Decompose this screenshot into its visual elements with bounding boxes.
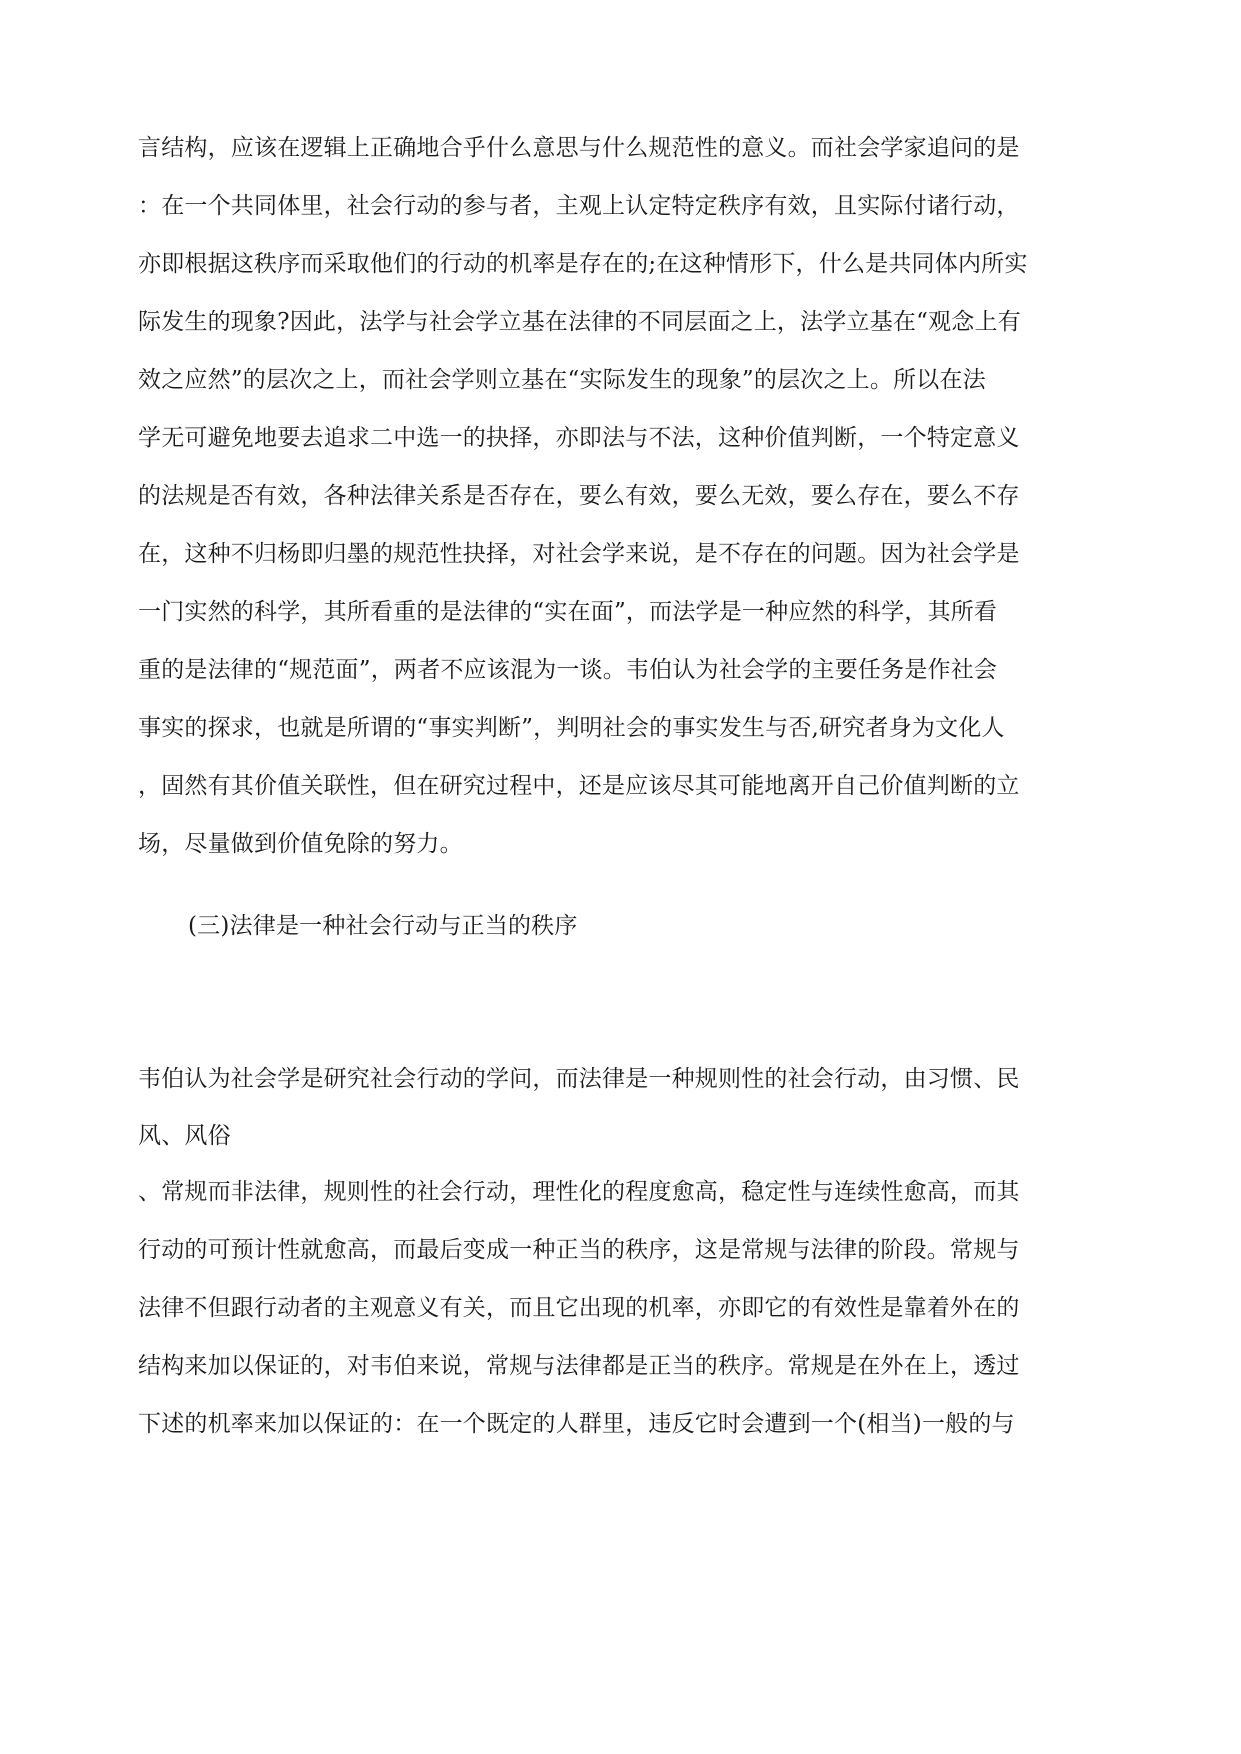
text-line: 结构来加以保证的，对韦伯来说，常规与法律都是正当的秩序。常规是在外在上，透过: [138, 1353, 1020, 1379]
text-line: 韦伯认为社会学是研究社会行动的学问，而法律是一种规则性的社会行动，由习惯、民: [138, 1066, 1020, 1092]
text-line: 、常规而非法律，规则性的社会行动，理性化的程度愈高，稳定性与连续性愈高，而其: [138, 1179, 1020, 1205]
text-line: ：在一个共同体里，社会行动的参与者，主观上认定特定秩序有效，且实际付诸行动，: [138, 193, 1020, 219]
text-line: 效之应然”的层次之上，而社会学则立基在“实际发生的现象”的层次之上。所以在法: [138, 367, 986, 393]
text-line: 言结构，应该在逻辑上正确地合乎什么意思与什么规范性的意义。而社会学家追问的是: [138, 135, 1020, 161]
text-line: 法律不但跟行动者的主观意义有关，而且它出现的机率，亦即它的有效性是靠着外在的: [138, 1295, 1020, 1321]
text-line: 际发生的现象?因此，法学与社会学立基在法律的不同层面之上，法学立基在“观念上有: [138, 309, 1021, 335]
text-line: 重的是法律的“规范面”，两者不应该混为一谈。韦伯认为社会学的主要任务是作社会: [138, 657, 998, 683]
text-line: 学无可避免地要去追求二中选一的抉择，亦即法与不法，这种价值判断，一个特定意义: [138, 425, 1020, 451]
text-line: 一门实然的科学，其所看重的是法律的“实在面”，而法学是一种应然的科学，其所看: [138, 599, 998, 625]
text-line: 在，这种不归杨即归墨的规范性抉择，对社会学来说，是不存在的问题。因为社会学是: [138, 541, 1020, 567]
text-line: 场，尽量做到价值免除的努力。: [138, 831, 463, 857]
text-line: 事实的探求，也就是所谓的“事实判断”，判明社会的事实发生与否,研究者身为文化人: [138, 715, 1005, 741]
text-line: 的法规是否有效，各种法律关系是否存在，要么有效，要么无效，要么存在，要么不存: [138, 483, 1020, 509]
text-line: ，固然有其价值关联性，但在研究过程中，还是应该尽其可能地离开自己价值判断的立: [138, 773, 1020, 799]
text-line: 亦即根据这秩序而采取他们的行动的机率是存在的;在这种情形下，什么是共同体内所实: [138, 251, 1028, 277]
section-heading: (三)法律是一种社会行动与正当的秩序: [188, 913, 578, 939]
text-line: 下述的机率来加以保证的：在一个既定的人群里，违反它时会遭到一个(相当)一般的与: [138, 1411, 1015, 1437]
text-line: 行动的可预计性就愈高，而最后变成一种正当的秩序，这是常规与法律的阶段。常规与: [138, 1237, 1020, 1263]
text-line: 风、风俗: [138, 1123, 231, 1149]
